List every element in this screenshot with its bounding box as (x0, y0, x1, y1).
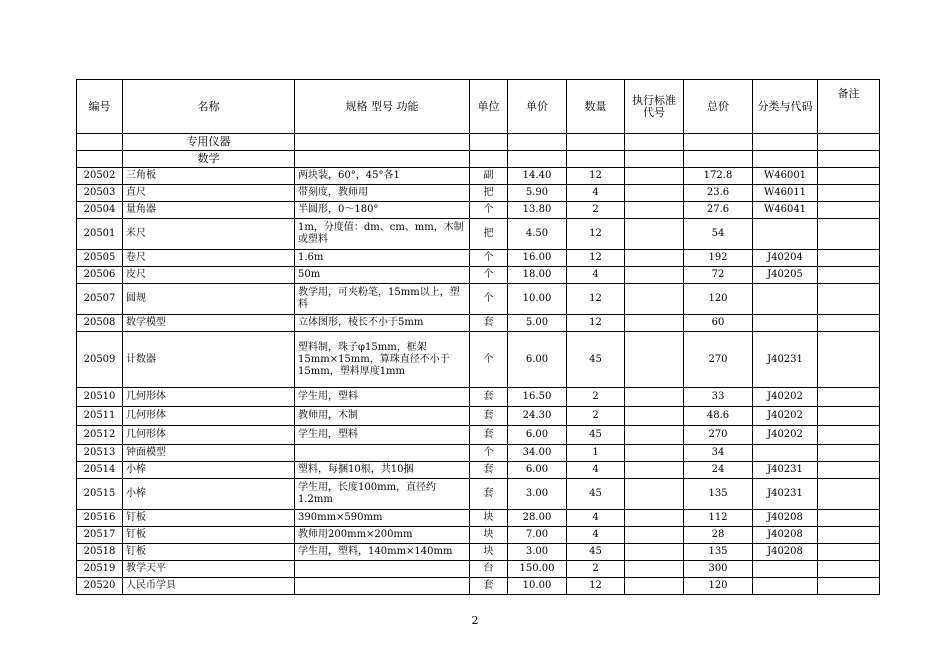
table-row (77, 284, 880, 315)
cell-name: 钉板 (123, 527, 295, 544)
cell-price: 3.00 (508, 479, 567, 510)
table-row (77, 250, 880, 267)
cell-standard (625, 561, 684, 578)
cell-total: 60 (684, 315, 753, 332)
cell-spec: 两块装，60°，45°各1 (295, 168, 470, 185)
cell-category (753, 315, 818, 332)
equipment-table-sheet (76, 79, 879, 595)
cell-unit: 个 (470, 250, 508, 267)
cell-spec: 学生用，长度100mm，直径约1.2mm (295, 479, 470, 510)
cell-name: 圆规 (123, 284, 295, 315)
cell-total: 33 (684, 388, 753, 407)
table-row (77, 578, 880, 595)
table-row (77, 332, 880, 388)
cell-name: 几何形体 (123, 407, 295, 426)
cell-category (753, 561, 818, 578)
cell-total: 120 (684, 284, 753, 315)
cell-name: 卷尺 (123, 250, 295, 267)
cell-code: 20519 (77, 561, 123, 578)
header-total: 总价 (684, 80, 753, 134)
cell-remark (818, 168, 880, 185)
cell-category: W46001 (753, 168, 818, 185)
section-row (77, 134, 880, 151)
equipment-table (76, 79, 880, 595)
cell-price: 3.00 (508, 544, 567, 561)
cell-unit: 块 (470, 510, 508, 527)
subsection-row (77, 151, 880, 168)
cell-remark (818, 479, 880, 510)
cell-standard (625, 578, 684, 595)
cell-price: 7.00 (508, 527, 567, 544)
cell-spec: 塑料制，珠子φ15mm，框架15mm×15mm，算珠直径不小于15mm，塑料厚度1mm (295, 332, 470, 388)
cell-category: J40231 (753, 479, 818, 510)
cell-name: 米尺 (123, 219, 295, 250)
cell-remark (818, 284, 880, 315)
cell-qty: 4 (567, 527, 625, 544)
cell-price: 150.00 (508, 561, 567, 578)
table-row (77, 462, 880, 479)
cell-unit: 套 (470, 578, 508, 595)
page-number: 2 (471, 614, 479, 627)
cell-qty: 4 (567, 462, 625, 479)
cell-standard (625, 284, 684, 315)
cell-unit: 个 (470, 284, 508, 315)
cell-standard (625, 202, 684, 219)
cell-unit: 台 (470, 561, 508, 578)
cell-remark (818, 445, 880, 462)
cell-unit: 套 (470, 315, 508, 332)
cell-standard (625, 219, 684, 250)
cell-qty: 12 (567, 284, 625, 315)
cell-qty: 45 (567, 426, 625, 445)
cell-code: 20508 (77, 315, 123, 332)
cell-total: 24 (684, 462, 753, 479)
cell-unit: 副 (470, 168, 508, 185)
cell-spec: 50m (295, 267, 470, 284)
cell-unit: 个 (470, 202, 508, 219)
cell-code: 20503 (77, 185, 123, 202)
cell-category: J40202 (753, 426, 818, 445)
cell-standard (625, 445, 684, 462)
cell-price: 13.80 (508, 202, 567, 219)
header-standard: 执行标准代号 (625, 80, 684, 134)
cell-spec: 半圆形，0～180° (295, 202, 470, 219)
cell-name: 人民币学具 (123, 578, 295, 595)
cell-spec: 教师用200mm×200mm (295, 527, 470, 544)
cell-total: 120 (684, 578, 753, 595)
cell-total: 270 (684, 332, 753, 388)
cell-standard (625, 315, 684, 332)
cell-name: 小棒 (123, 479, 295, 510)
cell-qty: 12 (567, 315, 625, 332)
header-spec: 规格 型号 功能 (295, 80, 470, 134)
cell-total: 192 (684, 250, 753, 267)
table-row (77, 426, 880, 445)
cell-code: 20506 (77, 267, 123, 284)
table-row (77, 479, 880, 510)
cell-category: W46041 (753, 202, 818, 219)
cell-spec: 学生用，塑料，140mm×140mm (295, 544, 470, 561)
cell-unit: 块 (470, 544, 508, 561)
cell-total: 54 (684, 219, 753, 250)
cell-remark (818, 185, 880, 202)
subsection-label: 数学 (123, 151, 295, 168)
cell-spec: 教师用，木制 (295, 407, 470, 426)
cell-remark (818, 267, 880, 284)
cell-remark (818, 315, 880, 332)
cell-qty: 4 (567, 185, 625, 202)
cell-spec: 1.6m (295, 250, 470, 267)
cell-spec: 学生用，塑料 (295, 388, 470, 407)
cell-code: 20507 (77, 284, 123, 315)
table-row (77, 219, 880, 250)
cell-code: 20518 (77, 544, 123, 561)
cell-code: 20504 (77, 202, 123, 219)
table-row (77, 315, 880, 332)
cell-standard (625, 185, 684, 202)
cell-qty: 4 (567, 510, 625, 527)
cell-remark (818, 561, 880, 578)
cell-total: 135 (684, 544, 753, 561)
table-row (77, 267, 880, 284)
cell-category: J40202 (753, 407, 818, 426)
table-row (77, 527, 880, 544)
cell-standard (625, 462, 684, 479)
cell-standard (625, 267, 684, 284)
cell-category: W46011 (753, 185, 818, 202)
cell-category: J40231 (753, 462, 818, 479)
cell-spec: 立体图形，棱长不小于5mm (295, 315, 470, 332)
table-row (77, 168, 880, 185)
cell-price: 10.00 (508, 578, 567, 595)
cell-spec: 教学用，可夹粉笔，15mm以上，塑料 (295, 284, 470, 315)
cell-price: 5.90 (508, 185, 567, 202)
cell-qty: 12 (567, 250, 625, 267)
cell-standard (625, 479, 684, 510)
cell-remark (818, 527, 880, 544)
cell-code: 20513 (77, 445, 123, 462)
cell-qty: 1 (567, 445, 625, 462)
cell-total: 34 (684, 445, 753, 462)
cell-spec (295, 578, 470, 595)
cell-name: 钉板 (123, 510, 295, 527)
cell-spec: 塑料，每捆10根，共10捆 (295, 462, 470, 479)
cell-name: 钉板 (123, 544, 295, 561)
cell-code: 20509 (77, 332, 123, 388)
cell-remark (818, 388, 880, 407)
cell-total: 28 (684, 527, 753, 544)
cell-category: J40208 (753, 510, 818, 527)
cell-remark (818, 250, 880, 267)
cell-unit: 块 (470, 527, 508, 544)
table-row (77, 388, 880, 407)
cell-total: 270 (684, 426, 753, 445)
cell-standard (625, 332, 684, 388)
cell-total: 23.6 (684, 185, 753, 202)
cell-code: 20515 (77, 479, 123, 510)
cell-code: 20517 (77, 527, 123, 544)
cell-category: J40204 (753, 250, 818, 267)
cell-unit: 套 (470, 407, 508, 426)
cell-name: 皮尺 (123, 267, 295, 284)
cell-unit: 个 (470, 332, 508, 388)
cell-standard (625, 407, 684, 426)
cell-remark (818, 202, 880, 219)
cell-standard (625, 168, 684, 185)
cell-qty: 2 (567, 202, 625, 219)
cell-price: 10.00 (508, 284, 567, 315)
table-body (77, 134, 880, 595)
table-row (77, 407, 880, 426)
cell-total: 27.6 (684, 202, 753, 219)
cell-code: 20505 (77, 250, 123, 267)
table-row (77, 185, 880, 202)
cell-remark (818, 462, 880, 479)
section-label: 专用仪器 (123, 134, 295, 151)
cell-category: J40208 (753, 544, 818, 561)
cell-standard (625, 250, 684, 267)
cell-total: 300 (684, 561, 753, 578)
cell-unit: 个 (470, 267, 508, 284)
cell-name: 计数器 (123, 332, 295, 388)
cell-qty: 2 (567, 388, 625, 407)
cell-category (753, 445, 818, 462)
cell-qty: 4 (567, 267, 625, 284)
cell-price: 18.00 (508, 267, 567, 284)
cell-name: 三角板 (123, 168, 295, 185)
cell-qty: 45 (567, 479, 625, 510)
cell-code: 20502 (77, 168, 123, 185)
cell-category: J40231 (753, 332, 818, 388)
cell-price: 24.30 (508, 407, 567, 426)
cell-remark (818, 219, 880, 250)
cell-category: J40208 (753, 527, 818, 544)
cell-total: 112 (684, 510, 753, 527)
cell-code: 20512 (77, 426, 123, 445)
cell-qty: 12 (567, 219, 625, 250)
cell-unit: 套 (470, 388, 508, 407)
cell-spec: 390mm×590mm (295, 510, 470, 527)
cell-code: 20516 (77, 510, 123, 527)
table-row (77, 544, 880, 561)
cell-qty: 12 (567, 168, 625, 185)
cell-name: 几何形体 (123, 426, 295, 445)
header-unit: 单位 (470, 80, 508, 134)
cell-price: 4.50 (508, 219, 567, 250)
cell-code: 20514 (77, 462, 123, 479)
header-price: 单价 (508, 80, 567, 134)
table-row (77, 445, 880, 462)
cell-price: 6.00 (508, 332, 567, 388)
cell-price: 16.00 (508, 250, 567, 267)
cell-name: 直尺 (123, 185, 295, 202)
cell-category (753, 284, 818, 315)
cell-spec: 学生用，塑料 (295, 426, 470, 445)
cell-code: 20501 (77, 219, 123, 250)
cell-unit: 个 (470, 445, 508, 462)
cell-code: 20520 (77, 578, 123, 595)
cell-standard (625, 426, 684, 445)
cell-price: 34.00 (508, 445, 567, 462)
cell-remark (818, 332, 880, 388)
cell-unit: 套 (470, 426, 508, 445)
cell-qty: 2 (567, 407, 625, 426)
header-row (77, 80, 880, 134)
header-remark: 备注 (818, 80, 880, 134)
cell-price: 6.00 (508, 426, 567, 445)
cell-code: 20510 (77, 388, 123, 407)
table-row (77, 561, 880, 578)
cell-unit: 把 (470, 219, 508, 250)
cell-price: 5.00 (508, 315, 567, 332)
cell-price: 14.40 (508, 168, 567, 185)
cell-category (753, 578, 818, 595)
cell-code: 20511 (77, 407, 123, 426)
cell-unit: 套 (470, 462, 508, 479)
cell-total: 172.8 (684, 168, 753, 185)
cell-standard (625, 388, 684, 407)
cell-spec: 1m，分度值：dm、cm、mm，木制或塑料 (295, 219, 470, 250)
cell-qty: 12 (567, 578, 625, 595)
cell-name: 量角器 (123, 202, 295, 219)
cell-remark (818, 407, 880, 426)
cell-standard (625, 527, 684, 544)
header-name: 名称 (123, 80, 295, 134)
cell-unit: 套 (470, 479, 508, 510)
cell-category (753, 219, 818, 250)
cell-spec: 带刻度，教师用 (295, 185, 470, 202)
cell-standard (625, 544, 684, 561)
table-row (77, 510, 880, 527)
cell-standard (625, 510, 684, 527)
header-qty: 数量 (567, 80, 625, 134)
cell-qty: 2 (567, 561, 625, 578)
cell-category: J40202 (753, 388, 818, 407)
header-code: 编号 (77, 80, 123, 134)
cell-remark (818, 426, 880, 445)
table-row (77, 202, 880, 219)
cell-price: 6.00 (508, 462, 567, 479)
cell-price: 16.50 (508, 388, 567, 407)
cell-name: 几何形体 (123, 388, 295, 407)
cell-total: 48.6 (684, 407, 753, 426)
cell-unit: 把 (470, 185, 508, 202)
cell-name: 数学模型 (123, 315, 295, 332)
cell-name: 教学天平 (123, 561, 295, 578)
cell-remark (818, 510, 880, 527)
cell-category: J40205 (753, 267, 818, 284)
cell-name: 钟面模型 (123, 445, 295, 462)
cell-remark (818, 544, 880, 561)
cell-qty: 45 (567, 332, 625, 388)
cell-total: 135 (684, 479, 753, 510)
cell-total: 72 (684, 267, 753, 284)
cell-spec (295, 561, 470, 578)
cell-qty: 45 (567, 544, 625, 561)
cell-name: 小棒 (123, 462, 295, 479)
cell-spec (295, 445, 470, 462)
cell-remark (818, 578, 880, 595)
header-category: 分类与代码 (753, 80, 818, 134)
cell-price: 28.00 (508, 510, 567, 527)
